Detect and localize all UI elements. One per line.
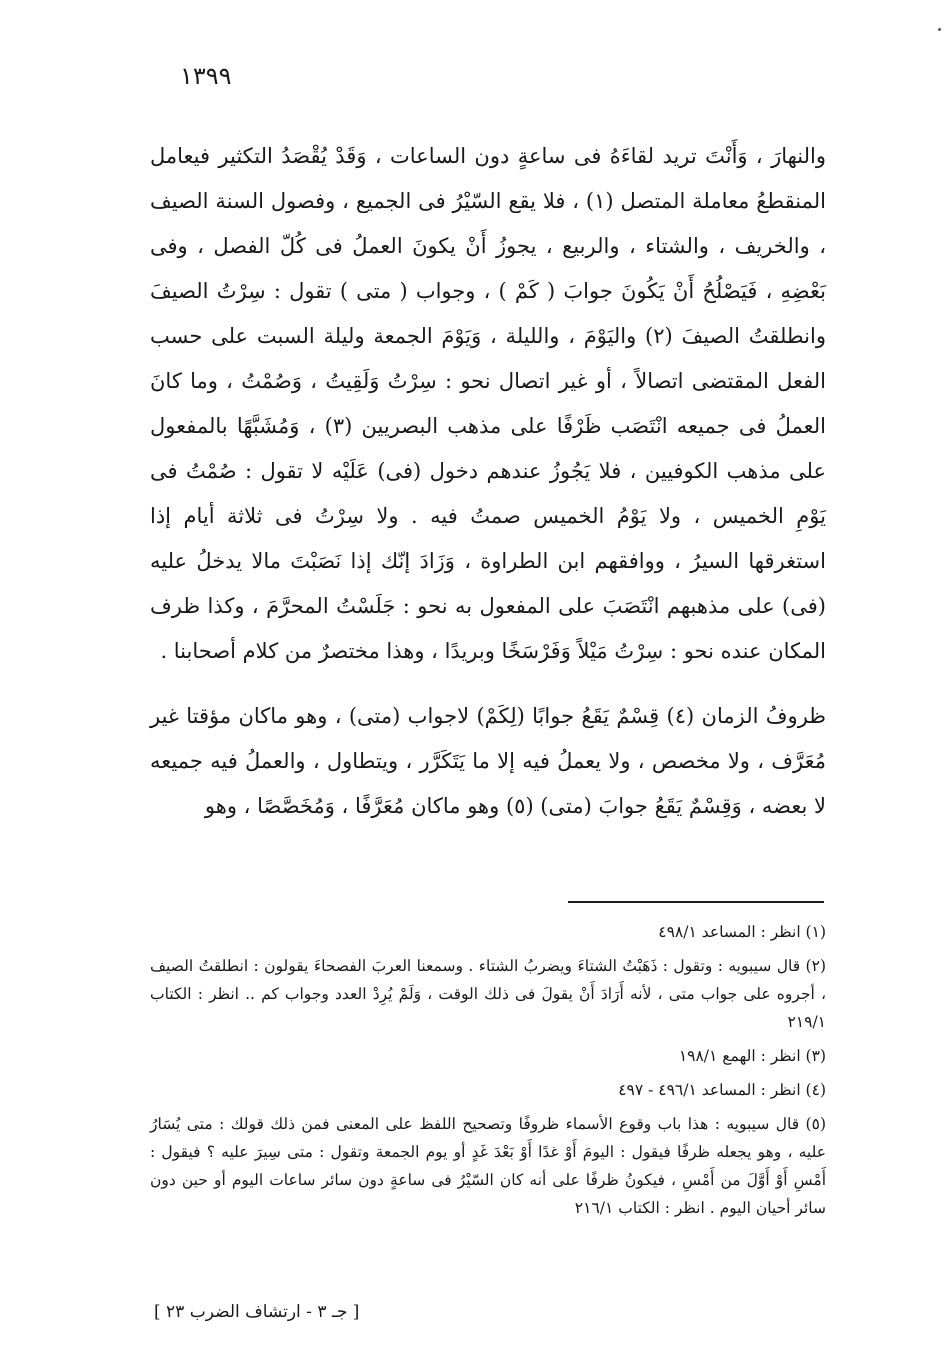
margin-mark: [938, 28, 941, 31]
footnote: (٤) انظر : المساعد ٤٩٦/١ - ٤٩٧: [618, 1081, 826, 1099]
footnotes: [150, 918, 826, 1228]
main-text: [150, 134, 826, 829]
signature-footer: [ جـ ٣ - ارتشاف الضرب ٢٣ ]: [154, 1302, 360, 1322]
footnote: (٣) انظر : الهمع ١٩٨/١: [678, 1047, 826, 1065]
footnote: (٢) قال سيبويه : وتقول : ذَهَبْتُ الشتاءَ ويضربُ الشتاء . وسمعنا العربَ الفصحاءَ يقولون : انطلقتُ الصيف ، أجروه على جواب متى ، لأنه أَرَادَ أَنْ يقولَ فى ذلك الوقت ، وَلَمْ يُرِدْ العدد وجواب كم .. انظر : الكتاب ٢١٩/١: [150, 957, 826, 1031]
footnote: (١) انظر : المساعد ٤٩٨/١: [658, 923, 826, 941]
page-number: ١٣٩٩: [180, 62, 232, 90]
footnote-divider: [568, 901, 824, 903]
paragraph: والنهارَ ، وَأَنْتَ تريد لقاءَهُ فى ساعةٍ دون الساعات ، وَقَدْ يُقْصَدُ التكثير فيعامل المنقطعُ معاملة المتصل (١) ، فلا يقع السّيْرُ فى الجميع ، وفصول السنة الصيف ، والخريف ، والشتاء ، والربيع ، يجوزُ أَنْ يكونَ العملُ فى كُلّ الفصل ، وفى بَعْضِهِ ، فَيَصْلُحُ أَنْ يَكُونَ جوابَ ( كَمْ ) ، وجواب ( متى ) تقول : سِرْتُ الصيفَ وانطلقتُ الصيفَ (٢) واليَوْمَ ، والليلة ، وَيَوْمَ الجمعة وليلة السبت على حسب الفعل المقتضى اتصالاً ، أو غير اتصال نحو : سِرْتُ وَلَقِيتُ ، وَصُمْتُ ، وما كانَ العملُ فى جميعه انْتَصَب ظَرْفًا على مذهب البصريين (٣) ، وَمُشَبَّهًا بالمفعول على مذهب الكوفيين ، فلا يَجُوزُ عندهم دخول (فى) عَلَيْه لا تقول : صُمْتُ فى يَوْمِ الخميس ، ولا يَوْمُ الخميس صمتُ فيه . ولا سِرْتُ فى ثلاثة أيام إذا استغرقها السيرُ ، ووافقهم ابن الطراوة ، وَزَادَ إنّك إذا نَصَبْتَ مالا يدخلُ عليه (فى) على مذهبهم انْتَصَبَ على المفعول به نحو : جَلَسْتُ المحرَّمَ ، وكذا ظرف المكان عنده نحو : سِرْتُ مَيْلاً وَفَرْسَخًا وبريدًا ، وهذا مختصرٌ من كلام أصحابنا .: [150, 144, 827, 663]
footnote: (٥) قال سيبويه : هذا باب وقوع الأسماء ظروفًا وتصحيح اللفظ على المعنى فمن ذلك قولك : متى يُسَارُ عليه ، وهو يجعله ظرفًا فيقول : اليومَ أَوْ غدًا أَوْ بَعْدَ غَدٍ أو يوم الجمعة وتقول : متى سِيرَ عليه ؟ فيقول : أَمْسِ أَوْ أَوَّلَ من أَمْسِ ، فيكونُ ظرفًا على أنه كان السّيْرُ فى ساعةٍ دون سائر ساعات اليوم أو حين دون سائر أحيان اليوم . انظر : الكتاب ٢١٦/١: [150, 1115, 826, 1217]
paragraph: ظروفُ الزمان (٤) قِسْمٌ يَقَعُ جوابًا (لِكَمْ) لاجواب (متى) ، وهو ماكان مؤقتا غير مُعَرَّف ، ولا مخصص ، ولا يعملُ فيه إلا ما يَتَكَرَّر ، ويتطاول ، والعملُ فيه جميعه لا بعضه ، وَقِسْمٌ يَقَعُ جوابَ (متى) (٥) وهو ماكان مُعَرَّفًا ، وَمُخَصَّصًا ، وهو: [150, 704, 826, 818]
